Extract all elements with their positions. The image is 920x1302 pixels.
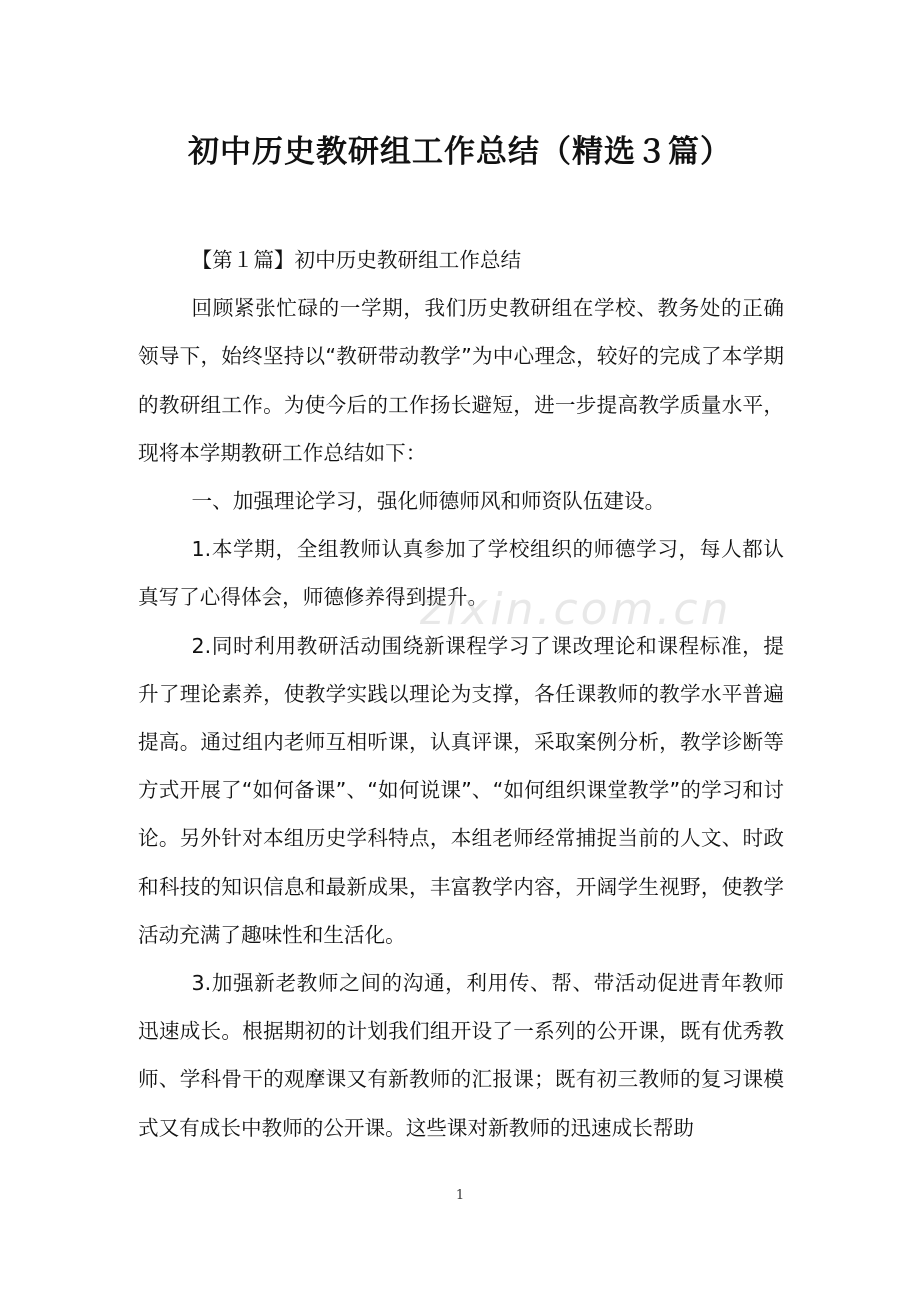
subsection-heading: 一、加强理论学习，强化师德师风和师资队伍建设。 [191, 489, 666, 514]
section-heading: 【第１篇】初中历史教研组工作总结 [191, 248, 522, 272]
document-title: 初中历史教研组工作总结（精选３篇） [188, 134, 732, 170]
list-item-3: 3.加强新老教师之间的沟通，利用传、帮、带活动促进青年教师迅速成长。根据期初的计划我们组开设了一系列的公开课，既有优秀教师、学科骨干的观摩课又有新教师的汇报课；既有初三教师的复习课模式又有成长中教师的公开课。这些课对新教师的迅速成长帮助 [138, 971, 784, 1140]
intro-paragraph: 回顾紧张忙碌的一学期，我们历史教研组在学校、教务处的正确领导下，始终坚持以“教研带动教学”为中心理念，较好的完成了本学期的教研组工作。为使今后的工作扬长避短，进一步提高教学质量水平，现将本学期教研工作总结如下： [138, 296, 784, 465]
document-body [138, 236, 784, 1152]
list-item-1: 1.本学期，全组教师认真参加了学校组织的师德学习，每人都认真写了心得体会，师德修养得到提升。 [138, 537, 784, 610]
page-number: 1 [455, 1188, 465, 1203]
list-item-2: 2.同时利用教研活动围绕新课程学习了课改理论和课程标准，提升了理论素养，使教学实践以理论为支撑，各任课教师的教学水平普遍提高。通过组内老师互相听课，认真评课，采取案例分析，教学诊断等方式开展了“如何备课”、“如何说课”、“如何组织课堂教学”的学习和讨论。另外针对本组历史学科特点，本组老师经常捕捉当前的人文、时政和科技的知识信息和最新成果，丰富教学内容，开阔学生视野，使教学活动充满了趣味性和生活化。 [138, 633, 784, 947]
watermark: zixin.com.cn [420, 584, 732, 635]
